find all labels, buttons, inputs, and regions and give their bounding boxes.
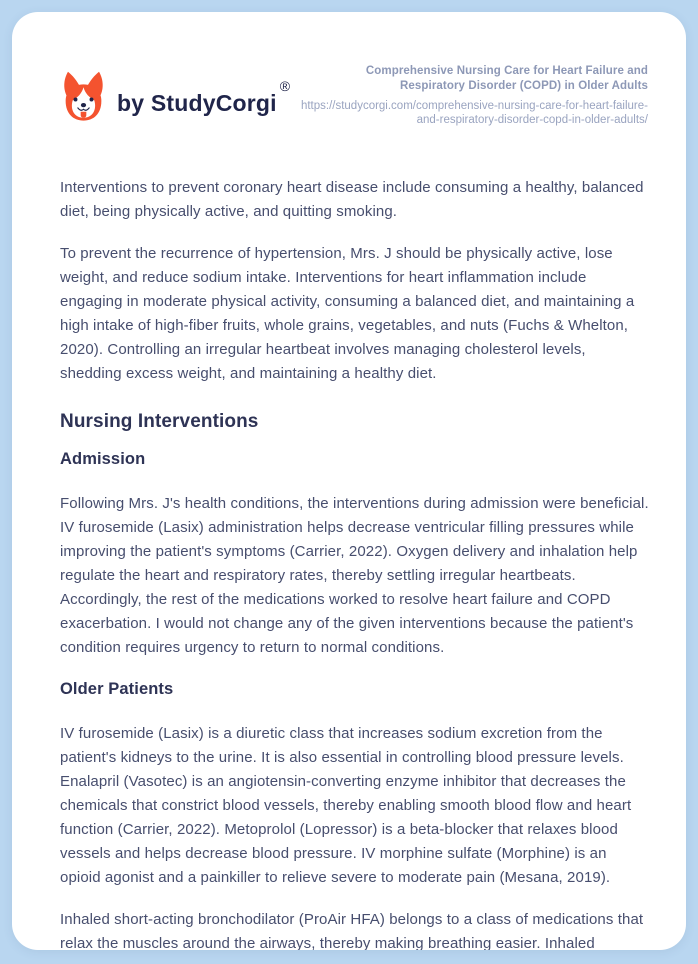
intro-paragraph-1: Interventions to prevent coronary heart disease include consuming a healthy, balanced diet, being physically active, and quitting smoking. <box>60 179 644 220</box>
brand <box>60 62 290 128</box>
older-patients-paragraph-2: Inhaled short-acting bronchodilator (ProAir HFA) belongs to a class of medications that relax the muscles around the airways, thereby making breathing easier. Inhaled <box>60 911 644 950</box>
corgi-logo-icon <box>60 70 107 128</box>
brand-name: by StudyCorgi <box>117 89 277 116</box>
subsection-heading-older-patients: Older Patients <box>60 680 174 698</box>
document-header <box>60 62 648 128</box>
article-body <box>60 176 650 950</box>
section-heading-nursing-interventions: Nursing Interventions <box>60 411 259 432</box>
registered-trademark: ® <box>279 78 291 94</box>
admission-paragraph: Following Mrs. J's health conditions, the interventions during admission were beneficial. IV furosemide (Lasix) administration helps decrease ventricular filling pressures while improving the patient's symptoms (Carrier, 2022). Oxygen delivery and inhalation help regulate the heart and respiratory rates, thereby settling irregular heartbeats. Accordingly, the rest of the medications worked to resolve heart failure and COPD exacerbation. I would not change any of the given interventions because the patient's condition requires urgency to return to normal conditions. <box>60 495 649 656</box>
document-meta <box>300 62 648 127</box>
document-url-link[interactable]: https://studycorgi.com/comprehensive-nursing-care-for-heart-failure-and-respiratory-disorder-copd-in-older-adults/ <box>300 100 648 126</box>
older-patients-paragraph-1: IV furosemide (Lasix) is a diuretic class that increases sodium excretion from the patient's kidneys to the urine. It is also essential in controlling blood pressure levels. Enalapril (Vasotec) is an angiotensin-converting enzyme inhibitor that decreases the chemicals that constrict blood vessels, thereby enabling smooth blood flow and heart function (Carrier, 2022). Metoprolol (Lopressor) is a beta-blocker that relaxes blood vessels and helps decrease blood pressure. IV morphine sulfate (Morphine) is an opioid agonist and a painkiller to relieve severe to moderate pain (Mesana, 2019). <box>60 725 632 886</box>
intro-paragraph-2: To prevent the recurrence of hypertension, Mrs. J should be physically active, lose weight, and reduce sodium intake. Interventions for heart inflammation include engaging in moderate physical activity, consuming a balanced diet, and maintaining a high intake of high-fiber fruits, whole grains, vegetables, and nuts (Fuchs & Whelton, 2020). Controlling an irregular heartbeat involves managing cholesterol levels, shedding excess weight, and maintaining a healthy diet. <box>60 245 635 382</box>
subsection-heading-admission: Admission <box>60 450 146 468</box>
document-card <box>12 12 686 950</box>
document-title: Comprehensive Nursing Care for Heart Failure and Respiratory Disorder (COPD) in Older Adults <box>365 65 648 92</box>
